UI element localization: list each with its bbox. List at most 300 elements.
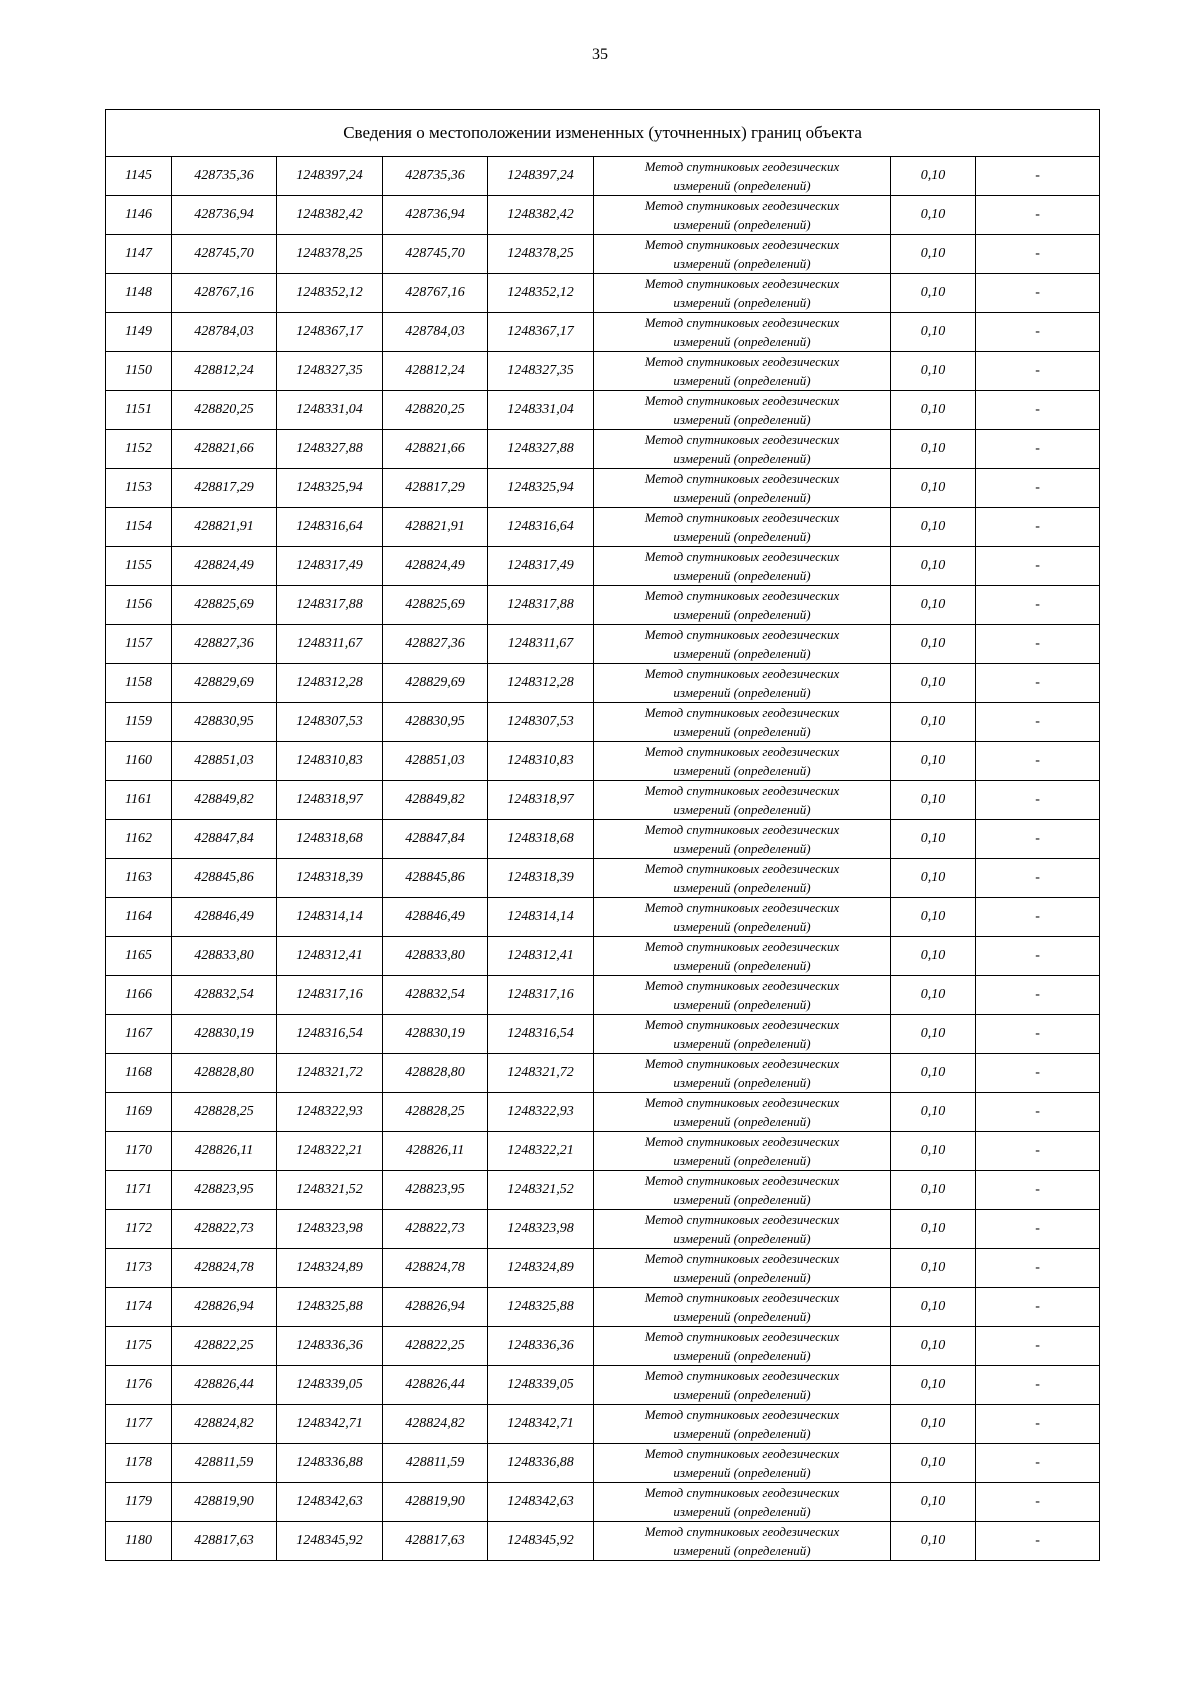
note-cell: - xyxy=(976,235,1100,274)
updated-x-cell: 428767,16 xyxy=(383,274,488,313)
existing-y-cell: 1248342,71 xyxy=(277,1405,383,1444)
table-row xyxy=(106,703,1100,742)
existing-y-cell: 1248324,89 xyxy=(277,1249,383,1288)
note-cell: - xyxy=(976,469,1100,508)
method-cell xyxy=(594,1171,891,1210)
method-line-1: Метод спутниковых геодезических xyxy=(644,588,840,603)
point-number-cell: 1175 xyxy=(106,1327,172,1366)
existing-y-cell: 1248318,39 xyxy=(277,859,383,898)
table-row xyxy=(106,352,1100,391)
updated-x-cell: 428826,44 xyxy=(383,1366,488,1405)
accuracy-cell: 0,10 xyxy=(891,781,976,820)
existing-x-cell: 428846,49 xyxy=(172,898,277,937)
method-cell xyxy=(594,196,891,235)
accuracy-cell: 0,10 xyxy=(891,859,976,898)
method-cell xyxy=(594,820,891,859)
note-cell: - xyxy=(976,1366,1100,1405)
updated-y-cell: 1248322,93 xyxy=(488,1093,594,1132)
accuracy-cell: 0,10 xyxy=(891,1483,976,1522)
existing-y-cell: 1248312,41 xyxy=(277,937,383,976)
accuracy-cell: 0,10 xyxy=(891,274,976,313)
table-row xyxy=(106,274,1100,313)
point-number-cell: 1169 xyxy=(106,1093,172,1132)
method-line-1: Метод спутниковых геодезических xyxy=(644,432,840,447)
updated-x-cell: 428833,80 xyxy=(383,937,488,976)
accuracy-cell: 0,10 xyxy=(891,586,976,625)
method-cell xyxy=(594,625,891,664)
updated-x-cell: 428828,25 xyxy=(383,1093,488,1132)
method-cell xyxy=(594,547,891,586)
method-cell xyxy=(594,1366,891,1405)
method-line-1: Метод спутниковых геодезических xyxy=(644,159,840,174)
method-line-2: измерений (определений) xyxy=(673,490,811,505)
existing-y-cell: 1248321,72 xyxy=(277,1054,383,1093)
accuracy-cell: 0,10 xyxy=(891,1444,976,1483)
existing-y-cell: 1248378,25 xyxy=(277,235,383,274)
accuracy-cell: 0,10 xyxy=(891,1171,976,1210)
updated-y-cell: 1248325,94 xyxy=(488,469,594,508)
method-line-2: измерений (определений) xyxy=(673,919,811,934)
method-cell xyxy=(594,976,891,1015)
note-cell: - xyxy=(976,1288,1100,1327)
existing-y-cell: 1248339,05 xyxy=(277,1366,383,1405)
method-line-1: Метод спутниковых геодезических xyxy=(644,744,840,759)
method-line-1: Метод спутниковых геодезических xyxy=(644,1173,840,1188)
updated-y-cell: 1248323,98 xyxy=(488,1210,594,1249)
existing-x-cell: 428849,82 xyxy=(172,781,277,820)
existing-y-cell: 1248323,98 xyxy=(277,1210,383,1249)
method-line-2: измерений (определений) xyxy=(673,217,811,232)
updated-x-cell: 428820,25 xyxy=(383,391,488,430)
existing-x-cell: 428826,94 xyxy=(172,1288,277,1327)
method-cell xyxy=(594,157,891,196)
note-cell: - xyxy=(976,352,1100,391)
point-number-cell: 1150 xyxy=(106,352,172,391)
existing-x-cell: 428824,82 xyxy=(172,1405,277,1444)
updated-x-cell: 428822,25 xyxy=(383,1327,488,1366)
accuracy-cell: 0,10 xyxy=(891,1093,976,1132)
method-cell xyxy=(594,1132,891,1171)
method-cell xyxy=(594,430,891,469)
existing-y-cell: 1248322,21 xyxy=(277,1132,383,1171)
method-cell xyxy=(594,274,891,313)
updated-x-cell: 428832,54 xyxy=(383,976,488,1015)
point-number-cell: 1164 xyxy=(106,898,172,937)
point-number-cell: 1174 xyxy=(106,1288,172,1327)
note-cell: - xyxy=(976,976,1100,1015)
table-row xyxy=(106,235,1100,274)
method-line-1: Метод спутниковых геодезических xyxy=(644,354,840,369)
accuracy-cell: 0,10 xyxy=(891,898,976,937)
existing-y-cell: 1248310,83 xyxy=(277,742,383,781)
accuracy-cell: 0,10 xyxy=(891,1132,976,1171)
accuracy-cell: 0,10 xyxy=(891,742,976,781)
updated-x-cell: 428825,69 xyxy=(383,586,488,625)
accuracy-cell: 0,10 xyxy=(891,1054,976,1093)
method-line-1: Метод спутниковых геодезических xyxy=(644,666,840,681)
existing-x-cell: 428767,16 xyxy=(172,274,277,313)
method-line-1: Метод спутниковых геодезических xyxy=(644,978,840,993)
existing-y-cell: 1248318,68 xyxy=(277,820,383,859)
existing-x-cell: 428830,95 xyxy=(172,703,277,742)
updated-x-cell: 428822,73 xyxy=(383,1210,488,1249)
accuracy-cell: 0,10 xyxy=(891,820,976,859)
note-cell: - xyxy=(976,1015,1100,1054)
method-line-2: измерений (определений) xyxy=(673,607,811,622)
updated-y-cell: 1248336,88 xyxy=(488,1444,594,1483)
point-number-cell: 1157 xyxy=(106,625,172,664)
method-line-1: Метод спутниковых геодезических xyxy=(644,1329,840,1344)
accuracy-cell: 0,10 xyxy=(891,703,976,742)
existing-x-cell: 428817,63 xyxy=(172,1522,277,1561)
method-cell xyxy=(594,664,891,703)
updated-x-cell: 428849,82 xyxy=(383,781,488,820)
method-line-1: Метод спутниковых геодезических xyxy=(644,861,840,876)
method-line-2: измерений (определений) xyxy=(673,1192,811,1207)
point-number-cell: 1180 xyxy=(106,1522,172,1561)
updated-y-cell: 1248314,14 xyxy=(488,898,594,937)
updated-y-cell: 1248316,54 xyxy=(488,1015,594,1054)
method-line-2: измерений (определений) xyxy=(673,1309,811,1324)
table-row xyxy=(106,1366,1100,1405)
point-number-cell: 1155 xyxy=(106,547,172,586)
updated-x-cell: 428826,94 xyxy=(383,1288,488,1327)
existing-y-cell: 1248311,67 xyxy=(277,625,383,664)
note-cell: - xyxy=(976,391,1100,430)
method-line-2: измерений (определений) xyxy=(673,334,811,349)
method-cell xyxy=(594,391,891,430)
method-line-2: измерений (определений) xyxy=(673,880,811,895)
method-line-1: Метод спутниковых геодезических xyxy=(644,510,840,525)
method-line-2: измерений (определений) xyxy=(673,1504,811,1519)
point-number-cell: 1149 xyxy=(106,313,172,352)
method-line-1: Метод спутниковых геодезических xyxy=(644,939,840,954)
existing-y-cell: 1248316,54 xyxy=(277,1015,383,1054)
note-cell: - xyxy=(976,1132,1100,1171)
existing-x-cell: 428822,73 xyxy=(172,1210,277,1249)
table-row xyxy=(106,781,1100,820)
table-row xyxy=(106,1054,1100,1093)
method-line-1: Метод спутниковых геодезических xyxy=(644,1368,840,1383)
method-cell xyxy=(594,1054,891,1093)
method-line-2: измерений (определений) xyxy=(673,1270,811,1285)
method-line-1: Метод спутниковых геодезических xyxy=(644,822,840,837)
method-line-1: Метод спутниковых геодезических xyxy=(644,237,840,252)
note-cell: - xyxy=(976,1522,1100,1561)
updated-x-cell: 428823,95 xyxy=(383,1171,488,1210)
table-title-row xyxy=(106,110,1100,157)
table-row xyxy=(106,1405,1100,1444)
method-line-1: Метод спутниковых геодезических xyxy=(644,1095,840,1110)
updated-y-cell: 1248316,64 xyxy=(488,508,594,547)
table-row xyxy=(106,898,1100,937)
existing-x-cell: 428828,25 xyxy=(172,1093,277,1132)
accuracy-cell: 0,10 xyxy=(891,508,976,547)
updated-y-cell: 1248331,04 xyxy=(488,391,594,430)
method-cell xyxy=(594,508,891,547)
existing-y-cell: 1248331,04 xyxy=(277,391,383,430)
point-number-cell: 1171 xyxy=(106,1171,172,1210)
updated-y-cell: 1248342,63 xyxy=(488,1483,594,1522)
table-row xyxy=(106,1132,1100,1171)
method-cell xyxy=(594,898,891,937)
updated-y-cell: 1248317,49 xyxy=(488,547,594,586)
table-row xyxy=(106,1522,1100,1561)
existing-x-cell: 428736,94 xyxy=(172,196,277,235)
method-line-1: Метод спутниковых геодезических xyxy=(644,1485,840,1500)
table-row xyxy=(106,1327,1100,1366)
existing-y-cell: 1248317,16 xyxy=(277,976,383,1015)
table-row xyxy=(106,1249,1100,1288)
method-line-2: измерений (определений) xyxy=(673,802,811,817)
note-cell: - xyxy=(976,1405,1100,1444)
table-row xyxy=(106,937,1100,976)
point-number-cell: 1161 xyxy=(106,781,172,820)
updated-y-cell: 1248312,28 xyxy=(488,664,594,703)
existing-x-cell: 428847,84 xyxy=(172,820,277,859)
method-line-1: Метод спутниковых геодезических xyxy=(644,1134,840,1149)
existing-x-cell: 428817,29 xyxy=(172,469,277,508)
method-line-1: Метод спутниковых геодезических xyxy=(644,783,840,798)
updated-y-cell: 1248321,72 xyxy=(488,1054,594,1093)
method-line-2: измерений (определений) xyxy=(673,178,811,193)
point-number-cell: 1178 xyxy=(106,1444,172,1483)
updated-x-cell: 428735,36 xyxy=(383,157,488,196)
table-row xyxy=(106,859,1100,898)
accuracy-cell: 0,10 xyxy=(891,430,976,469)
note-cell: - xyxy=(976,586,1100,625)
updated-x-cell: 428817,29 xyxy=(383,469,488,508)
table-row xyxy=(106,742,1100,781)
point-number-cell: 1165 xyxy=(106,937,172,976)
point-number-cell: 1172 xyxy=(106,1210,172,1249)
method-cell xyxy=(594,235,891,274)
existing-x-cell: 428823,95 xyxy=(172,1171,277,1210)
table-row xyxy=(106,313,1100,352)
existing-y-cell: 1248327,35 xyxy=(277,352,383,391)
point-number-cell: 1173 xyxy=(106,1249,172,1288)
existing-x-cell: 428811,59 xyxy=(172,1444,277,1483)
note-cell: - xyxy=(976,625,1100,664)
method-cell xyxy=(594,1249,891,1288)
method-line-1: Метод спутниковых геодезических xyxy=(644,627,840,642)
accuracy-cell: 0,10 xyxy=(891,1288,976,1327)
method-line-2: измерений (определений) xyxy=(673,841,811,856)
method-line-2: измерений (определений) xyxy=(673,958,811,973)
existing-y-cell: 1248397,24 xyxy=(277,157,383,196)
note-cell: - xyxy=(976,1483,1100,1522)
updated-y-cell: 1248324,89 xyxy=(488,1249,594,1288)
updated-x-cell: 428819,90 xyxy=(383,1483,488,1522)
updated-x-cell: 428821,66 xyxy=(383,430,488,469)
existing-y-cell: 1248317,88 xyxy=(277,586,383,625)
existing-x-cell: 428830,19 xyxy=(172,1015,277,1054)
updated-y-cell: 1248307,53 xyxy=(488,703,594,742)
updated-y-cell: 1248345,92 xyxy=(488,1522,594,1561)
point-number-cell: 1159 xyxy=(106,703,172,742)
method-cell xyxy=(594,313,891,352)
page-number: 35 xyxy=(592,46,608,63)
note-cell: - xyxy=(976,157,1100,196)
method-line-1: Метод спутниковых геодезических xyxy=(644,276,840,291)
updated-x-cell: 428784,03 xyxy=(383,313,488,352)
existing-y-cell: 1248367,17 xyxy=(277,313,383,352)
point-number-cell: 1154 xyxy=(106,508,172,547)
existing-x-cell: 428851,03 xyxy=(172,742,277,781)
point-number-cell: 1176 xyxy=(106,1366,172,1405)
accuracy-cell: 0,10 xyxy=(891,937,976,976)
note-cell: - xyxy=(976,196,1100,235)
method-line-1: Метод спутниковых геодезических xyxy=(644,900,840,915)
table-row xyxy=(106,1015,1100,1054)
existing-y-cell: 1248325,94 xyxy=(277,469,383,508)
accuracy-cell: 0,10 xyxy=(891,1249,976,1288)
table-row xyxy=(106,1171,1100,1210)
existing-x-cell: 428827,36 xyxy=(172,625,277,664)
method-line-1: Метод спутниковых геодезических xyxy=(644,705,840,720)
point-number-cell: 1160 xyxy=(106,742,172,781)
existing-y-cell: 1248336,88 xyxy=(277,1444,383,1483)
accuracy-cell: 0,10 xyxy=(891,976,976,1015)
note-cell: - xyxy=(976,1171,1100,1210)
table-row xyxy=(106,664,1100,703)
note-cell: - xyxy=(976,313,1100,352)
method-cell xyxy=(594,1483,891,1522)
method-line-2: измерений (определений) xyxy=(673,1543,811,1558)
updated-y-cell: 1248382,42 xyxy=(488,196,594,235)
method-line-2: измерений (определений) xyxy=(673,1075,811,1090)
accuracy-cell: 0,10 xyxy=(891,391,976,430)
updated-y-cell: 1248310,83 xyxy=(488,742,594,781)
point-number-cell: 1162 xyxy=(106,820,172,859)
accuracy-cell: 0,10 xyxy=(891,1405,976,1444)
point-number-cell: 1168 xyxy=(106,1054,172,1093)
table-row xyxy=(106,976,1100,1015)
accuracy-cell: 0,10 xyxy=(891,196,976,235)
method-cell xyxy=(594,1210,891,1249)
updated-y-cell: 1248397,24 xyxy=(488,157,594,196)
accuracy-cell: 0,10 xyxy=(891,352,976,391)
existing-x-cell: 428826,11 xyxy=(172,1132,277,1171)
method-cell xyxy=(594,586,891,625)
point-number-cell: 1167 xyxy=(106,1015,172,1054)
existing-y-cell: 1248318,97 xyxy=(277,781,383,820)
method-cell xyxy=(594,781,891,820)
method-line-1: Метод спутниковых геодезических xyxy=(644,393,840,408)
note-cell: - xyxy=(976,1054,1100,1093)
method-line-2: измерений (определений) xyxy=(673,451,811,466)
note-cell: - xyxy=(976,508,1100,547)
updated-y-cell: 1248318,39 xyxy=(488,859,594,898)
method-cell xyxy=(594,937,891,976)
method-cell xyxy=(594,742,891,781)
existing-x-cell: 428828,80 xyxy=(172,1054,277,1093)
updated-x-cell: 428824,78 xyxy=(383,1249,488,1288)
updated-x-cell: 428830,19 xyxy=(383,1015,488,1054)
method-cell xyxy=(594,1015,891,1054)
updated-x-cell: 428736,94 xyxy=(383,196,488,235)
method-line-2: измерений (определений) xyxy=(673,256,811,271)
updated-y-cell: 1248318,68 xyxy=(488,820,594,859)
existing-y-cell: 1248312,28 xyxy=(277,664,383,703)
accuracy-cell: 0,10 xyxy=(891,1366,976,1405)
updated-x-cell: 428821,91 xyxy=(383,508,488,547)
existing-y-cell: 1248307,53 xyxy=(277,703,383,742)
method-line-2: измерений (определений) xyxy=(673,1465,811,1480)
method-line-2: измерений (определений) xyxy=(673,1387,811,1402)
note-cell: - xyxy=(976,820,1100,859)
existing-y-cell: 1248345,92 xyxy=(277,1522,383,1561)
existing-y-cell: 1248336,36 xyxy=(277,1327,383,1366)
table-row xyxy=(106,157,1100,196)
updated-y-cell: 1248339,05 xyxy=(488,1366,594,1405)
updated-x-cell: 428826,11 xyxy=(383,1132,488,1171)
table-row xyxy=(106,469,1100,508)
method-line-1: Метод спутниковых геодезических xyxy=(644,1017,840,1032)
existing-x-cell: 428821,91 xyxy=(172,508,277,547)
method-cell xyxy=(594,1288,891,1327)
method-line-1: Метод спутниковых геодезических xyxy=(644,1056,840,1071)
method-cell xyxy=(594,703,891,742)
updated-x-cell: 428847,84 xyxy=(383,820,488,859)
point-number-cell: 1163 xyxy=(106,859,172,898)
existing-y-cell: 1248321,52 xyxy=(277,1171,383,1210)
updated-y-cell: 1248342,71 xyxy=(488,1405,594,1444)
table-row xyxy=(106,547,1100,586)
updated-x-cell: 428817,63 xyxy=(383,1522,488,1561)
method-line-1: Метод спутниковых геодезических xyxy=(644,315,840,330)
existing-y-cell: 1248327,88 xyxy=(277,430,383,469)
point-number-cell: 1166 xyxy=(106,976,172,1015)
method-line-2: измерений (определений) xyxy=(673,997,811,1012)
existing-x-cell: 428832,54 xyxy=(172,976,277,1015)
method-cell xyxy=(594,1444,891,1483)
updated-x-cell: 428829,69 xyxy=(383,664,488,703)
accuracy-cell: 0,10 xyxy=(891,235,976,274)
method-line-2: измерений (определений) xyxy=(673,412,811,427)
method-line-2: измерений (определений) xyxy=(673,1348,811,1363)
updated-x-cell: 428745,70 xyxy=(383,235,488,274)
note-cell: - xyxy=(976,898,1100,937)
existing-x-cell: 428824,49 xyxy=(172,547,277,586)
existing-y-cell: 1248322,93 xyxy=(277,1093,383,1132)
updated-y-cell: 1248322,21 xyxy=(488,1132,594,1171)
updated-x-cell: 428830,95 xyxy=(383,703,488,742)
note-cell: - xyxy=(976,937,1100,976)
method-line-2: измерений (определений) xyxy=(673,724,811,739)
accuracy-cell: 0,10 xyxy=(891,157,976,196)
point-number-cell: 1147 xyxy=(106,235,172,274)
method-line-2: измерений (определений) xyxy=(673,1426,811,1441)
accuracy-cell: 0,10 xyxy=(891,1522,976,1561)
method-line-2: измерений (определений) xyxy=(673,1036,811,1051)
updated-y-cell: 1248367,17 xyxy=(488,313,594,352)
point-number-cell: 1145 xyxy=(106,157,172,196)
point-number-cell: 1151 xyxy=(106,391,172,430)
accuracy-cell: 0,10 xyxy=(891,469,976,508)
table-row xyxy=(106,1483,1100,1522)
existing-y-cell: 1248317,49 xyxy=(277,547,383,586)
updated-y-cell: 1248352,12 xyxy=(488,274,594,313)
accuracy-cell: 0,10 xyxy=(891,313,976,352)
updated-x-cell: 428846,49 xyxy=(383,898,488,937)
method-line-1: Метод спутниковых геодезических xyxy=(644,1251,840,1266)
note-cell: - xyxy=(976,1093,1100,1132)
updated-y-cell: 1248321,52 xyxy=(488,1171,594,1210)
updated-x-cell: 428845,86 xyxy=(383,859,488,898)
existing-x-cell: 428826,44 xyxy=(172,1366,277,1405)
updated-y-cell: 1248318,97 xyxy=(488,781,594,820)
